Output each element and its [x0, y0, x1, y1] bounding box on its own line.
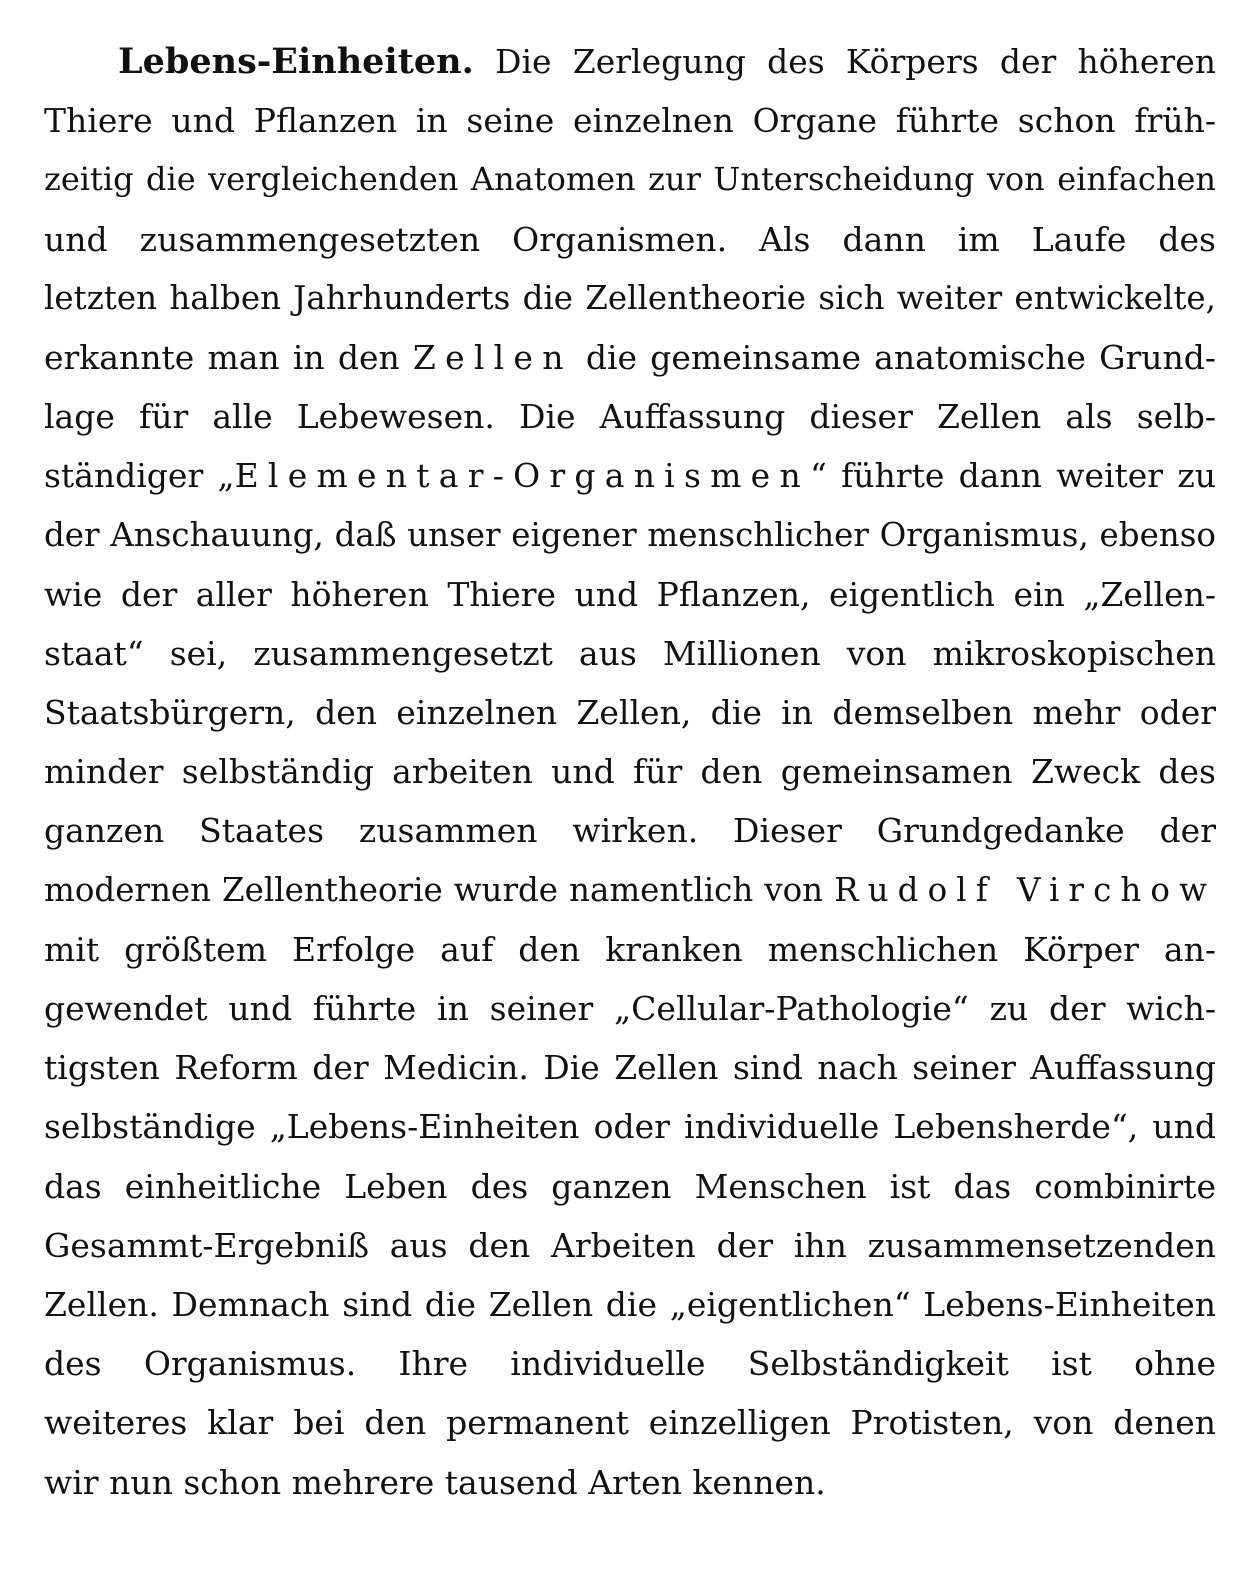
text-segment: Thiere und Pflanzen in seine einzelnen Organe führte schon früh- [44, 101, 1216, 141]
text-segment: Staatsbürgern, den einzelnen Zellen, die in demselben mehr oder [44, 693, 1216, 733]
text-segment: ständiger „ [44, 456, 235, 496]
text-segment: lage für alle Lebewesen. Die Auffassung dieser Zellen als selb- [44, 397, 1216, 437]
text-line [44, 1097, 1216, 1156]
text-segment: mit größtem Erfolge auf den kranken menschlichen Körper an- [44, 929, 1216, 969]
text-line [44, 32, 1216, 91]
text-segment: Zellen. Demnach sind die Zellen die „eigentlichen“ Lebens-Einheiten [44, 1284, 1216, 1324]
text-line [44, 1157, 1216, 1216]
text-line [44, 1453, 1216, 1512]
text-line [44, 742, 1216, 801]
text-segment: gewendet und führte in seiner „Cellular-Pathologie“ zu der wich- [44, 989, 1216, 1028]
text-line [44, 801, 1216, 860]
text-segment: das einheitliche Leben des ganzen Menschen ist das combinirte [44, 1166, 1216, 1206]
text-line [44, 387, 1216, 446]
section-heading: Lebens-Einheiten. [118, 41, 474, 82]
text-line [44, 1334, 1216, 1393]
text-line [44, 1393, 1216, 1452]
text-segment: Gesammt-Ergebniß aus den Arbeiten der ihn zusammensetzenden [44, 1225, 1216, 1265]
text-line [44, 210, 1216, 269]
text-segment: wir nun schon mehrere tausend Arten kennen. [44, 1462, 826, 1502]
text-line [44, 506, 1216, 565]
text-segment: modernen Zellentheorie wurde namentlich von [44, 870, 835, 909]
text-segment: “ führte dann weiter zu [809, 456, 1216, 496]
text-segment: tigsten Reform der Medicin. Die Zellen sind nach seiner Auffassung [44, 1048, 1216, 1088]
text-segment: zeitig die vergleichenden Anatomen zur Unterscheidung von einfachen [44, 160, 1216, 199]
text-segment: selbständige „Lebens-Einheiten oder individuelle Lebensherde“, und [44, 1107, 1216, 1147]
text-segment: weiteres klar bei den permanent einzelligen Protisten, von denen [44, 1403, 1216, 1443]
text-line [44, 979, 1216, 1038]
text-segment: und zusammengesetzten Organismen. Als dann im Laufe des [44, 219, 1216, 259]
text-segment: der Anschauung, daß unser eigener menschlicher Organismus, ebenso [44, 515, 1216, 554]
text-segment: die gemeinsame anatomische Grund- [572, 337, 1216, 377]
text-segment: minder selbständig arbeiten und für den gemeinsamen Zweck des [44, 752, 1216, 792]
text-line [44, 624, 1216, 683]
text-segment: erkannte man in den [44, 337, 413, 377]
spaced-emphasis: Zellen [412, 337, 573, 377]
text-segment: Die Zerlegung des Körpers der höheren [495, 42, 1216, 81]
text-line [44, 328, 1216, 387]
spaced-emphasis: Rudolf Virchow [834, 870, 1216, 909]
text-line [44, 1275, 1216, 1334]
text-line [44, 1216, 1216, 1275]
text-segment: ganzen Staates zusammen wirken. Dieser Grundgedanke der [44, 811, 1216, 851]
text-line [44, 446, 1216, 505]
text-segment: staat“ sei, zusammengesetzt aus Millionen von mikroskopischen [44, 633, 1216, 673]
text-line [44, 683, 1216, 742]
text-line [44, 1038, 1216, 1097]
spaced-emphasis: Elementar-Organismen [234, 456, 810, 496]
text-segment: des Organismus. Ihre individuelle Selbständigkeit ist ohne [44, 1344, 1216, 1384]
body-paragraph [44, 32, 1216, 1512]
text-line [44, 920, 1216, 979]
text-line [44, 861, 1216, 920]
text-line [44, 269, 1216, 328]
text-segment: wie der aller höheren Thiere und Pflanzen, eigentlich ein „Zellen- [44, 574, 1216, 614]
text-line [44, 91, 1216, 150]
text-segment: letzten halben Jahrhunderts die Zellentheorie sich weiter entwickelte, [44, 278, 1216, 317]
text-line [44, 150, 1216, 209]
text-line [44, 565, 1216, 624]
